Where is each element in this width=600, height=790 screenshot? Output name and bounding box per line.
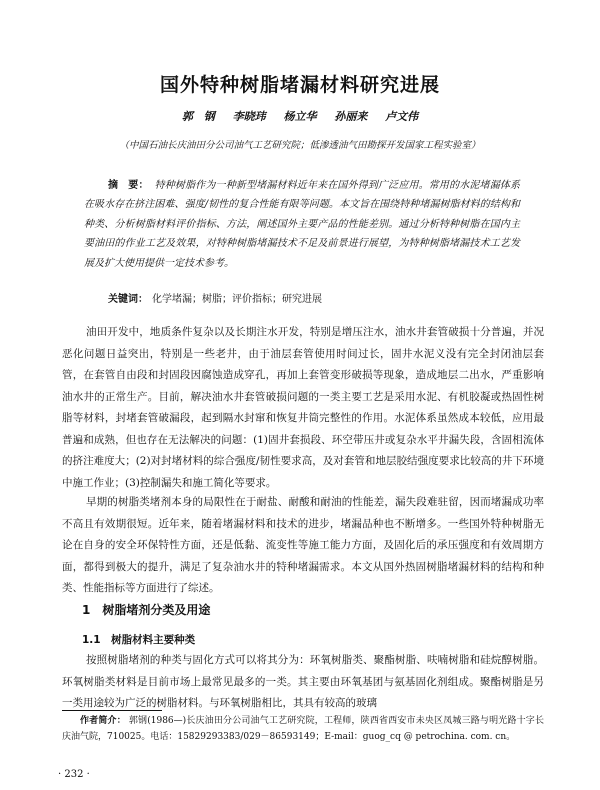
abstract bbox=[84, 176, 520, 273]
author-name: 杨立华 bbox=[283, 110, 317, 123]
author-footnote bbox=[62, 713, 544, 745]
abstract-text: 特种树脂作为一种新型堵漏材料近年来在国外得到广泛应用。常用的水泥堵漏体系在吸水存在挤注困难、强度/韧性的复合性能有限等问题。本文旨在围绕特种堵漏树脂材料的结构和种类、分析树脂材料评价指标、方法，阐述国外主要产品的性能差别。通过分析特种树脂在国内主要油田的作业工艺及效果，对特种树脂堵漏技术不足及前景进行展望，为特种树脂堵漏技术工艺发展及扩大使用提供一定技术参考。 bbox=[84, 180, 521, 269]
author-name: 孙丽来 bbox=[334, 110, 368, 123]
subsection-heading: 1.1 树脂材料主要种类 bbox=[82, 634, 196, 646]
keywords-label: 关键词： bbox=[108, 294, 148, 305]
keywords-text: 化学堵漏；树脂；评价指标；研究进展 bbox=[152, 294, 322, 305]
paper-title: 国外特种树脂堵漏材料研究进展 bbox=[159, 74, 440, 96]
body-paragraph: 早期的树脂类堵剂本身的局限性在于耐盐、耐酸和耐油的性能差，漏失段难驻留，因而堵漏成功率不高且有效期很短。近年来，随着堵漏材料和技术的进步，堵漏品种也不断增多。一些国外特种树脂无论在自身的安全环保特性方面，还是低黏、流变性等施工能力方面，及固化后的承压强度和有效周期方面，都得到极大的提升，满足了复杂油水井的特种堵漏需求。本文从国外热固树脂堵漏材料的结构和种类、性能指标等方面进行了综述。 bbox=[62, 496, 544, 594]
author-name: 李晓玮 bbox=[232, 110, 266, 123]
abstract-label: 摘 要： bbox=[108, 180, 149, 191]
footnote-divider bbox=[62, 710, 162, 711]
footnote-text: 郭钢(1986—)长庆油田分公司油气工艺研究院，工程师，陕西省西安市未央区凤城三路与明光路十字长庆油气院，710025。电话：15829293383/029－86593149；E-mail：guog_cq @ petrochina. com. cn。 bbox=[62, 716, 544, 742]
footnote-label: 作者简介： bbox=[80, 716, 126, 726]
author-name: 卢文伟 bbox=[385, 110, 419, 123]
body-paragraph: 油田开发中，地质条件复杂以及长期注水开发，特别是增压注水，油水井套管破损十分普遍，并况恶化问题日益突出，特别是一些老井，由于油层套管使用时间过长，固井水泥义没有完全封闭油层套管，在套管自由段和封固段因腐蚀造成穿孔，再加上套管变形破损等现象，造成地层二出水，严重影响油水井的正常生产。目前，解决油水井套管破损问题的一类主要工艺是采用水泥、有机胶凝或热固性树脂等材料，封堵套管破漏段，起到隔水封窜和恢复井筒完整性的作用。水泥体系虽然成本较低，应用最普遍和成熟，但也存在无法解决的问题：(1)固井套损段、环空带压井或复杂水平井漏失段，含固相流体的挤注难度大；(2)对封堵材料的综合强度/韧性要求高，及对套管和地层胶结强度要求比较高的井下环境中施工作业；(3)控制漏失和施工简化等要求。 bbox=[62, 326, 544, 489]
author-name: 郭 钢 bbox=[181, 110, 215, 123]
page-number: · 232 · bbox=[58, 769, 90, 780]
author-list bbox=[0, 108, 600, 124]
section-heading: 1 树脂堵剂分类及用途 bbox=[82, 603, 211, 617]
keywords bbox=[84, 290, 520, 305]
body-paragraph: 按照树脂堵剂的种类与固化方式可以将其分为：环氧树脂类、聚酯树脂、呋喃树脂和硅烷醇树脂。环氧树脂类材料是目前市场上最常见最多的一类。其主要由环氧基团与氨基固化剂组成。聚酯树脂是另一类用途较为广泛的树脂材料。与环氧树脂相比，其具有较高的玻璃 bbox=[62, 654, 544, 709]
affiliation: （中国石油长庆油田分公司油气工艺研究院；低渗透油气田勘探开发国家工程实验室） bbox=[119, 140, 481, 151]
